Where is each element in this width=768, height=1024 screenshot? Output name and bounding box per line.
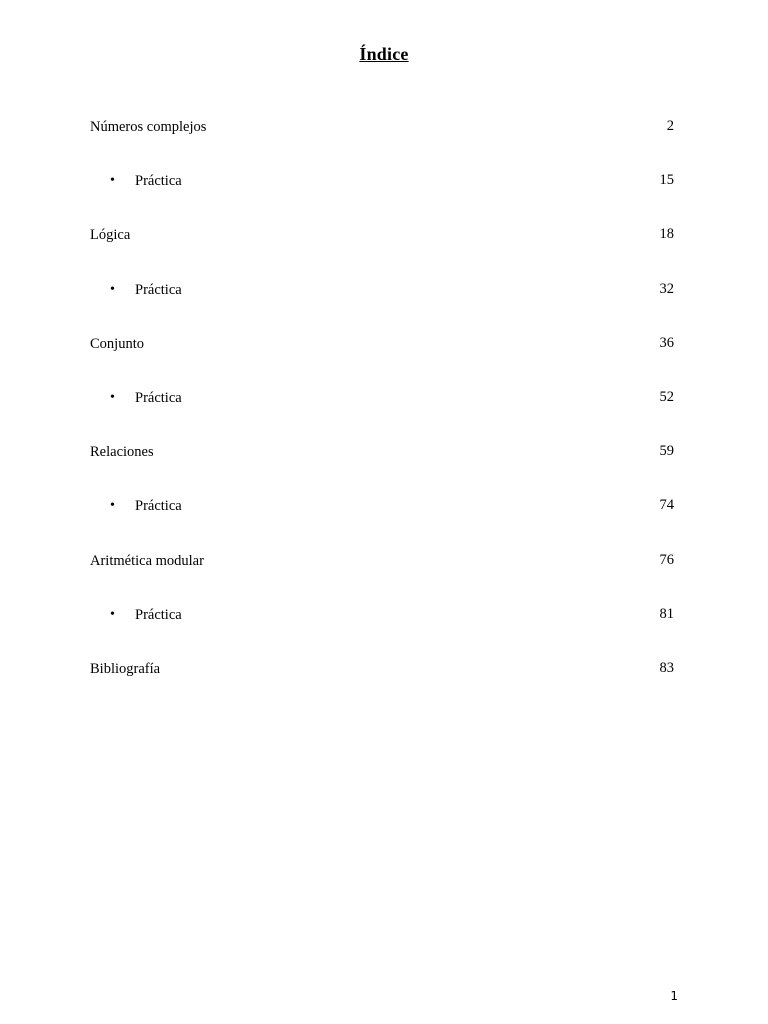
toc-entry-page: 76 xyxy=(659,551,674,568)
toc-entry-label: Práctica xyxy=(135,281,182,298)
toc-entry-page: 32 xyxy=(659,280,674,297)
toc-entry xyxy=(90,549,674,603)
toc-entry xyxy=(90,440,674,494)
toc-entry-page: 2 xyxy=(666,118,674,134)
toc-entry-label: Relaciones xyxy=(90,444,154,461)
toc-entry-label: Lógica xyxy=(90,227,131,244)
table-of-contents xyxy=(90,115,674,711)
toc-entry-page: 18 xyxy=(659,226,674,243)
toc-entry xyxy=(90,657,674,711)
toc-entry-page: 15 xyxy=(659,172,674,189)
toc-subentry xyxy=(90,386,674,440)
page-number: 1 xyxy=(670,989,678,1003)
page-title: Índice xyxy=(359,44,409,64)
toc-subentry xyxy=(90,169,674,223)
toc-entry-label: Aritmética modular xyxy=(90,552,204,569)
toc-entry-label: Práctica xyxy=(135,498,182,515)
toc-entry-page: 83 xyxy=(659,659,674,676)
toc-entry xyxy=(90,223,674,277)
bullet-icon: • xyxy=(110,389,115,405)
toc-entry-page: 59 xyxy=(659,443,674,460)
toc-entry xyxy=(90,115,674,169)
toc-entry xyxy=(90,332,674,386)
toc-subentry xyxy=(90,278,674,332)
toc-entry-label: Números complejos xyxy=(90,119,207,135)
toc-entry-label: Práctica xyxy=(135,606,182,623)
toc-entry-label: Bibliografía xyxy=(90,660,161,677)
bullet-icon: • xyxy=(110,173,115,189)
toc-subentry xyxy=(90,603,674,657)
toc-entry-page: 74 xyxy=(659,497,674,514)
toc-entry-page: 36 xyxy=(659,334,674,351)
toc-subentry xyxy=(90,494,674,548)
bullet-icon: • xyxy=(110,281,115,297)
toc-entry-page: 52 xyxy=(659,388,674,405)
bullet-icon: • xyxy=(110,606,115,622)
toc-entry-label: Práctica xyxy=(135,173,182,190)
toc-entry-label: Práctica xyxy=(135,389,182,406)
toc-entry-page: 81 xyxy=(659,605,674,622)
toc-entry-label: Conjunto xyxy=(90,335,144,352)
bullet-icon: • xyxy=(110,498,115,514)
